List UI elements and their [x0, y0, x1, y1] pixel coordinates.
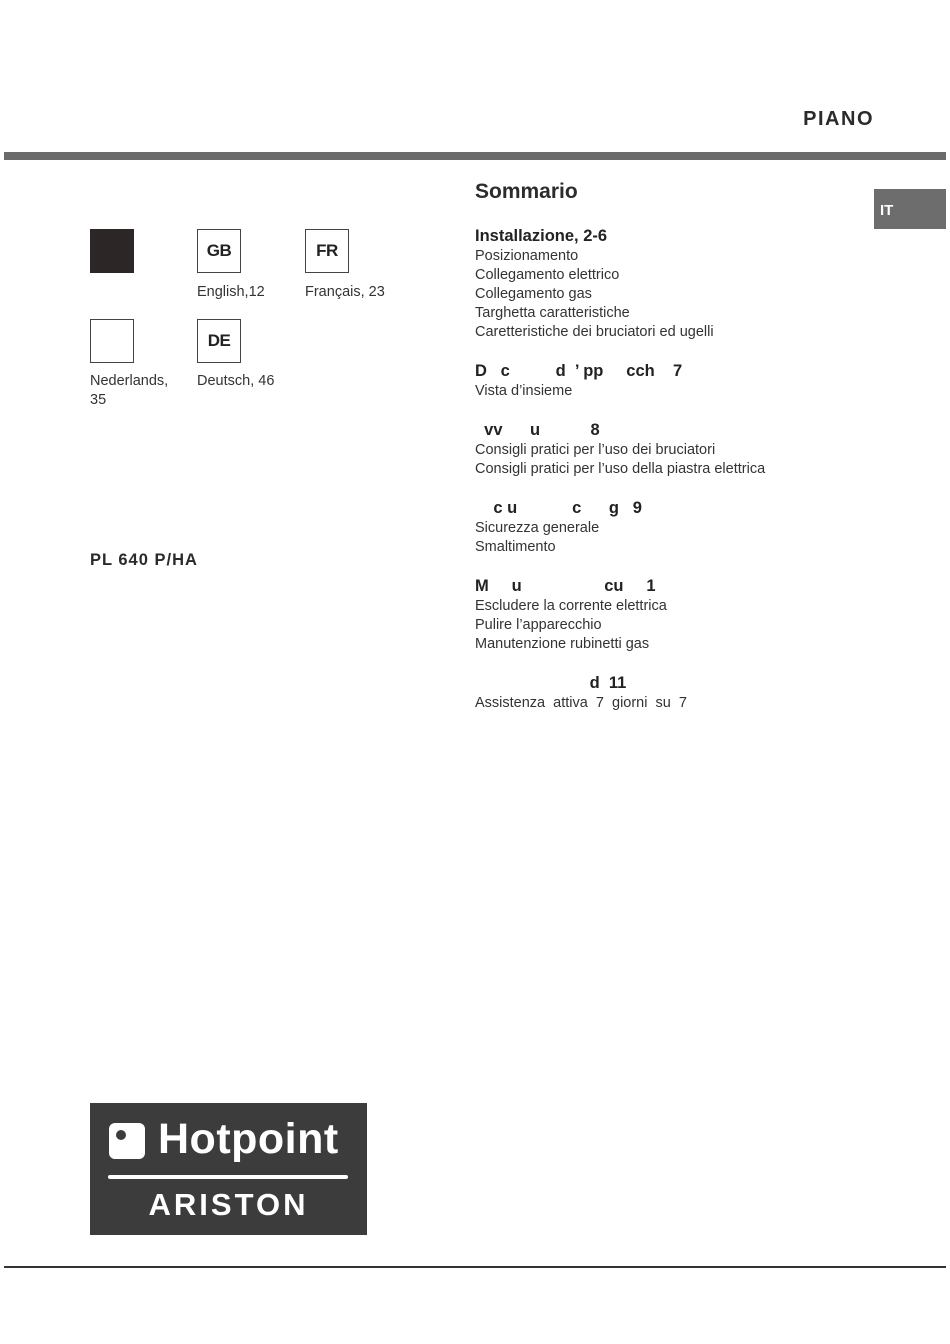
page-title: PIANO	[803, 108, 874, 130]
section-title: M u cu 1	[475, 577, 656, 595]
section-item: Collegamento elettrico	[475, 267, 620, 283]
lang-box-fr[interactable]: FR	[305, 229, 349, 273]
summary-section	[475, 226, 875, 342]
summary-section	[475, 420, 875, 479]
section-item: Vista d’insieme	[475, 383, 573, 399]
bottom-divider	[4, 1266, 946, 1268]
section-title: c u c g 9	[475, 499, 642, 517]
brand-mark-icon	[109, 1123, 145, 1159]
summary-title: Sommario	[475, 180, 578, 203]
lang-box-de[interactable]: DE	[197, 319, 241, 363]
lang-caption-nl: Nederlands, 35	[90, 373, 169, 408]
section-item: Caretteristiche dei bruciatori ed ugelli	[475, 324, 714, 340]
lang-caption-de: Deutsch, 46	[197, 373, 275, 389]
logo-separator	[108, 1175, 348, 1179]
section-title: vv u 8	[475, 421, 600, 439]
section-item: Pulire l’apparecchio	[475, 617, 602, 633]
hotpoint-ariston-logo	[90, 1103, 367, 1235]
section-item: Manutenzione rubinetti gas	[475, 636, 650, 652]
section-item: Collegamento gas	[475, 286, 592, 302]
lang-box-it[interactable]	[90, 229, 134, 273]
lang-box-nl[interactable]	[90, 319, 134, 363]
top-divider	[4, 152, 946, 160]
summary-section	[475, 498, 875, 557]
section-item: Consigli pratici per l’uso della piastra elettrica	[475, 461, 766, 477]
lang-caption-fr: Français, 23	[305, 284, 385, 300]
summary-section	[475, 576, 875, 654]
section-item: Posizionamento	[475, 248, 579, 264]
logo-brand-line1: Hotpoint	[158, 1115, 339, 1163]
section-item: Consigli pratici per l’uso dei bruciatori	[475, 442, 716, 458]
section-title: D c d ’ pp cch 7	[475, 362, 683, 380]
logo-brand-line2: ARISTON	[148, 1187, 309, 1222]
section-item: Sicurezza generale	[475, 520, 600, 536]
model-number: PL 640 P/HA	[90, 551, 198, 569]
lang-box-gb[interactable]: GB	[197, 229, 241, 273]
summary	[475, 178, 875, 732]
section-item: Assistenza attiva 7 giorni su 7	[475, 695, 687, 711]
section-title: Installazione, 2-6	[475, 227, 608, 245]
section-item: Smaltimento	[475, 539, 556, 555]
section-item: Escludere la corrente elettrica	[475, 598, 667, 614]
language-tab-it[interactable]: IT	[874, 189, 946, 229]
section-item: Targhetta caratteristiche	[475, 305, 630, 321]
summary-section	[475, 361, 875, 401]
lang-caption-gb: English,12	[197, 284, 265, 300]
section-title: d 11	[475, 674, 627, 692]
summary-section	[475, 673, 875, 713]
